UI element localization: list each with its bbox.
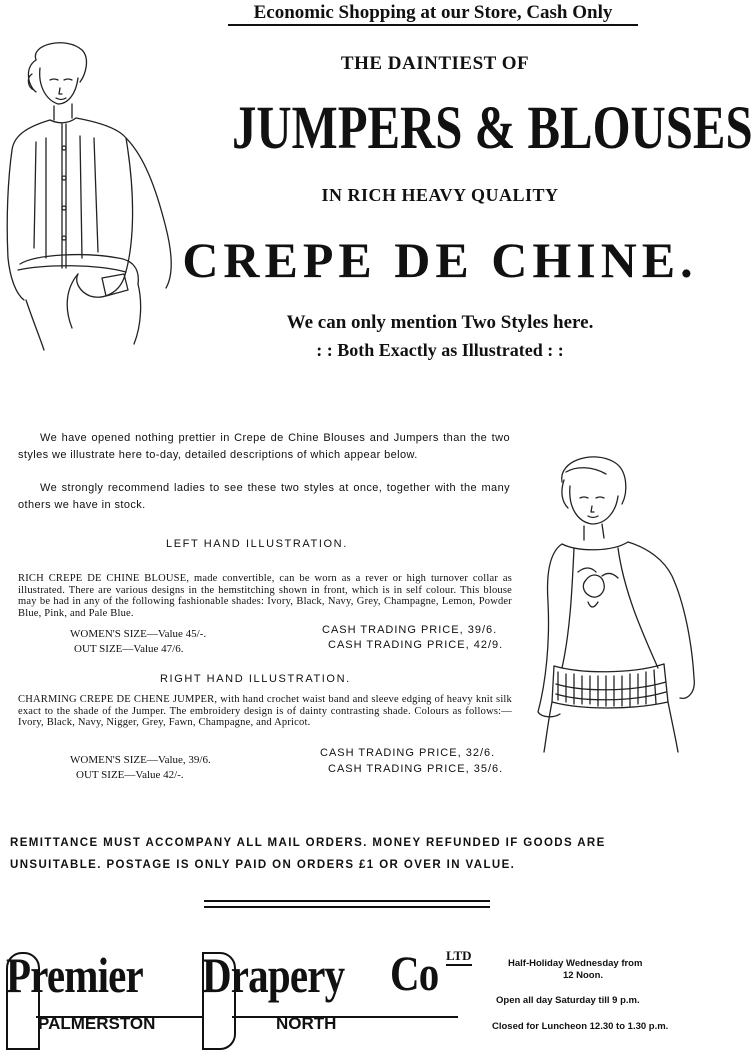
headline: JUMPERS & BLOUSES: [232, 95, 753, 162]
right-out-size: OUT SIZE—Value 42/-.: [76, 769, 184, 781]
divider-rule-bottom: [204, 906, 490, 908]
logo-drapery: Drapery: [202, 947, 345, 1003]
intro-paragraph-1: We have opened nothing prettier in Crepe de Chine Blouses and Jumpers than the two styles we illustrate here to-day, detailed descriptions of which appear below.: [18, 432, 510, 461]
two-styles-line: We can only mention Two Styles here.: [286, 312, 594, 333]
left-out-price: CASH TRADING PRICE, 42/9.: [328, 639, 504, 651]
right-jumper-illustration: [532, 452, 700, 752]
quality-line: IN RICH HEAVY QUALITY: [321, 185, 559, 205]
divider-rule-top: [204, 900, 490, 902]
luncheon-hours: Closed for Luncheon 12.30 to 1.30 p.m.: [492, 1021, 669, 1032]
right-illustration-heading: RIGHT HAND ILLUSTRATION.: [160, 673, 351, 685]
logo-premier: Premier: [6, 947, 143, 1003]
top-banner: Economic Shopping at our Store, Cash Only: [228, 2, 638, 26]
right-womens-price: CASH TRADING PRICE, 32/6.: [320, 747, 496, 759]
intro-paragraph-2: We strongly recommend ladies to see these two styles at once, together with the many others we have in stock.: [18, 482, 510, 511]
right-womens-size: WOMEN'S SIZE—Value, 39/6.: [70, 754, 211, 766]
logo-ltd: LTD: [446, 948, 472, 966]
logo-co: Co: [390, 945, 439, 1001]
logo-town: PALMERSTON: [38, 1014, 156, 1033]
saturday-hours: Open all day Saturday till 9 p.m.: [496, 995, 640, 1006]
right-item-description: CHARMING CREPE DE CHENE JUMPER, with hand crochet waist band and sleeve edging of heavy knit silk exact to the shade of the Jumper. The embroidery design is of dainty contrasting shade. Colours as follows:— Ivory, Black, Navy, Nigger, Grey, Fawn, Champagne, and Apricot.: [18, 694, 512, 728]
left-out-size: OUT SIZE—Value 47/6.: [74, 643, 184, 655]
logo-bar-right: [232, 1016, 458, 1018]
logo-north: NORTH: [276, 1014, 337, 1033]
fabric-title: CREPE DE CHINE.: [182, 232, 698, 288]
half-holiday-line: Half-Holiday Wednesday from: [508, 958, 643, 969]
mail-order-notice: REMITTANCE MUST ACCOMPANY ALL MAIL ORDERS. MONEY REFUNDED IF GOODS ARE UNSUITABLE. POSTAGE IS ONLY PAID ON ORDERS £1 OR OVER IN VALUE.: [10, 837, 606, 871]
left-item-description: RICH CREPE DE CHINE BLOUSE, made convertible, can be worn as a rever or high turnover collar as illustrated. There are various designs in the hemstitching shown in front, which is in self colour. This blouse may be had in any of the following fashionable shades: Ivory, Black, Navy, Grey, Champagne, Lemon, Powder Blue, Pink, and Pale Blue.: [18, 573, 512, 619]
right-out-price: CASH TRADING PRICE, 35/6.: [328, 763, 504, 775]
left-blouse-illustration: [6, 38, 182, 350]
left-illustration-heading: LEFT HAND ILLUSTRATION.: [166, 538, 348, 550]
left-womens-price: CASH TRADING PRICE, 39/6.: [322, 624, 498, 636]
illustrated-line: : : Both Exactly as Illustrated : :: [316, 340, 564, 360]
left-womens-size: WOMEN'S SIZE—Value 45/-.: [70, 628, 207, 640]
tagline: THE DAINTIEST OF: [340, 53, 530, 74]
half-holiday-time: 12 Noon.: [562, 970, 604, 981]
